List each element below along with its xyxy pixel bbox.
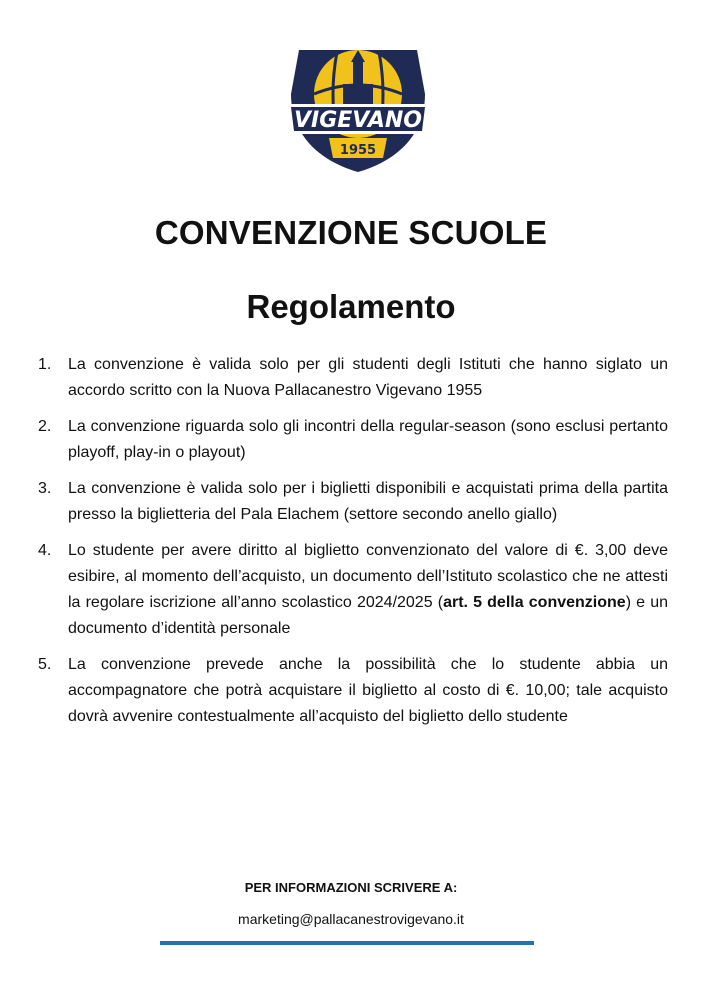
rule-number: 2. — [38, 418, 52, 435]
logo-wordmark: VIGEVANO — [294, 108, 422, 133]
rule-item-3 — [38, 476, 668, 528]
info-heading: PER INFORMAZIONI SCRIVERE A: — [244, 880, 458, 895]
logo-year: 1955 — [339, 143, 377, 158]
rule-text-after: ) e un documento d’identità personale — [68, 594, 668, 637]
rule-text — [68, 538, 668, 642]
rule-number: 3. — [38, 480, 52, 497]
rule-number: 5. — [38, 656, 52, 673]
page-subtitle: Regolamento — [246, 288, 456, 325]
rule-text-bold: art. 5 della convenzione — [443, 594, 626, 611]
rule-text: La convenzione prevede anche la possibilità che lo studente abbia un accompagnatore che potrà acquistare il biglietto al costo di €. 10,00; tale acquisto dovrà avvenire contestualmente all’acquisto del biglietto dello studente — [68, 656, 668, 725]
rule-number: 4. — [38, 542, 52, 559]
rule-item-2 — [38, 414, 668, 466]
rule-number: 1. — [38, 356, 52, 373]
rule-text: La convenzione riguarda solo gli incontri della regular-season (sono esclusi pertanto playoff, play-in o playout) — [68, 418, 668, 461]
rule-item-1 — [38, 352, 668, 404]
rule-text: La convenzione è valida solo per gli studenti degli Istituti che hanno siglato un accordo scritto con la Nuova Pallacanestro Vigevano 1955 — [68, 356, 668, 399]
page-title: CONVENZIONE SCUOLE — [154, 214, 548, 251]
rule-item-5 — [38, 652, 668, 730]
rule-text-before: Lo studente per avere diritto al biglietto convenzionato del valore di €. 3,00 deve esibire, al momento dell’acquisto, un documento dell’Istituto scolastico che ne attesti la regolare iscrizione all’anno scolastico 2024/2025 ( — [68, 542, 668, 611]
rule-text: La convenzione è valida solo per i biglietti disponibili e acquistati prima della partita presso la biglietteria del Pala Elachem (settore secondo anello giallo) — [68, 480, 668, 523]
vigevano-logo-icon — [285, 42, 431, 174]
footer-divider — [160, 941, 534, 945]
contact-email[interactable]: marketing@pallacanestrovigevano.it — [238, 911, 464, 927]
rules-list — [38, 352, 668, 740]
rule-item-4 — [38, 538, 668, 642]
